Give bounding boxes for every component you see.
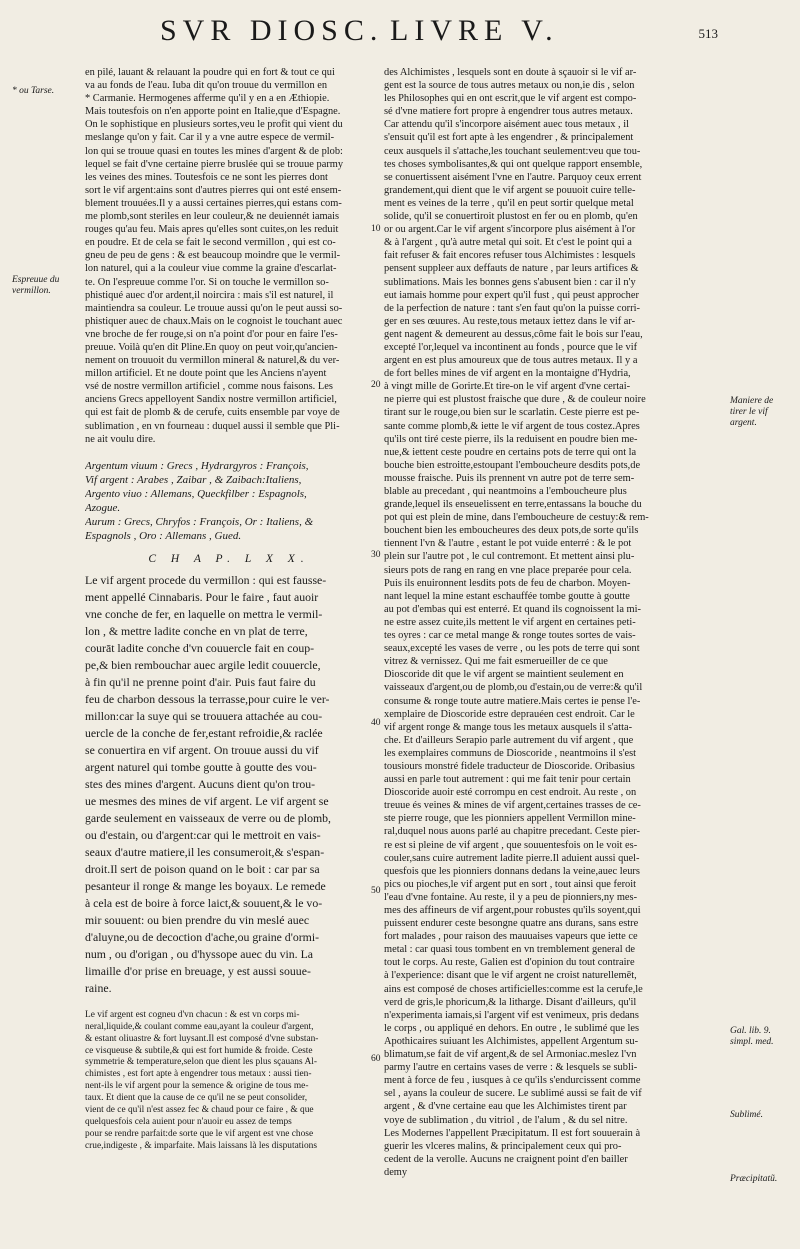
text-line: gent nagent & demeurent au dessus,côme fait le bois sur l'eau, [384, 328, 643, 340]
margin-note-praecipitatum: Præcipitatũ. [730, 1174, 778, 1184]
text-line: fait refuser & fait encores refuser tous Alchimistes : lesquels [384, 250, 636, 262]
text-line: ste pierre rouge, que les pionniers appellent Vermillon mine- [384, 813, 636, 825]
text-line: Le vif argent procede du vermillon : qui est fausse- [85, 572, 327, 587]
text-line: re est si pleine de vif argent , que souuentesfois on le voit es- [384, 839, 638, 851]
line-number: 40 [371, 718, 381, 728]
text-line: solide, qu'il se conuertiroit plustost en fer ou en plomb, qu'en [384, 211, 638, 223]
text-line: ue mesmes des mines de vif argent. Le vif argent se [85, 793, 329, 808]
text-line: sublimation , en vn fourneau : duquel aussi il semble que Pli- [85, 420, 340, 432]
text-line: tes choses symbolisantes,& qui ont quelque rapport ensemble, [384, 158, 643, 170]
text-line: or ou argent.Car le vif argent s'incorpore plus aisément à l'or [384, 224, 636, 236]
text-line: treuue és veines & mines de vif argent,certaines trasses de ce- [384, 800, 641, 812]
text-line: ment à force de feu , iusques à ce qu'ils s'endurcissent comme [384, 1075, 641, 1087]
text-line: stes des mines d'argent. Aucuns dient qu'on trou- [85, 776, 316, 791]
text-line: blement trouuées.Il y a aussi certaines pierres,qui estans com- [85, 197, 342, 209]
line-number: 30 [371, 550, 381, 560]
text-line: demy [384, 1166, 408, 1178]
text-line: droit.Il sert de poison quand on le boit : car par sa [85, 861, 320, 876]
text-line: Azogue. [85, 501, 121, 514]
text-line: nue,& iettent ceste poudre en certains pots de terre qui ont la [384, 446, 637, 458]
paragraph-chapter-text [85, 572, 373, 997]
text-line: argent en est plus amoureux que de tous autres metaux. Il y a [384, 355, 638, 367]
text-line: bouchent bien les emboucheures des deux pots,de sorte qu'ils [384, 525, 639, 537]
text-line: vitrez & vernissez. Qui me fait esmerueiller de ce que [384, 656, 608, 668]
text-line: lon naturel, qui a la couleur viue comme la graine d'escarlat- [85, 263, 337, 275]
text-line: au pot d'embas qui est enterré. Et quand ils cognoissent la mi- [384, 603, 641, 615]
running-head [70, 14, 730, 50]
text-line: che. Et d'ailleurs Serapio parle autrement du vif argent , que [384, 734, 634, 746]
text-line: ne estre assez cuite,ils mettent le vif argent en certaines peti- [384, 616, 636, 628]
text-line: en poudre. Et de cela se fait le second vermillon , qui est co- [85, 237, 336, 249]
text-line: ment es veines de la terre , qu'il en peut sortir quelque metal [384, 197, 634, 209]
text-line: l'eau d'vne fontaine. Au reste, il y a peu de pionniers,ny mes- [384, 891, 638, 903]
text-line: fort malades , pour raison des mauuaises vapeurs que iette ce [384, 931, 638, 943]
text-line: On le sophistique en plusieurs sortes,veu le profit qui vient du [85, 119, 343, 131]
text-line: pot qui est plein de mine, dans l'emboucheure de cestuy:& rem- [384, 512, 649, 524]
text-line: à fin qu'il ne prenne point d'air. Puis faut faire du [85, 674, 316, 689]
text-line: millon:car la suye qui se trouuera attachée au cou- [85, 708, 323, 723]
line-number: 20 [371, 380, 381, 390]
text-line: pensent suppleer aux deffauts de nature , par leurs artifices & [384, 263, 639, 275]
text-line: ou d'estain, ou d'argent:car qui le mettroit en vais- [85, 827, 321, 842]
text-line: sel , ayans la couleur de sucere. Le sublimé aussi se fait de vif [384, 1088, 642, 1100]
paragraph-commentary [85, 1010, 373, 1153]
text-line: ains est composé de choses artificielles:comme est la cerufe,le [384, 983, 643, 995]
text-line: n'experimenta iamais,si l'argent vif est venimeux, pris dedans [384, 1009, 639, 1021]
text-line: Apothicaires suiuant les Alchimistes, appellent Argentum su- [384, 1035, 639, 1047]
margin-note-galien: Gal. lib. 9. simpl. med. [730, 1026, 774, 1047]
paragraph-vermillon [85, 66, 373, 446]
text-line: blable au precedant , qui neantmoins a l'emboucheure plus [384, 486, 627, 497]
margin-note-maniere: Maniere de tirer le vif argent. [730, 396, 774, 428]
text-line: preuue. Voilà qu'en dit Pline.En quoy on peut voir,qu'ancien- [85, 341, 338, 353]
text-line: bouche bien estroitte,estoupant l'emboucheure desdits pots,de [384, 459, 641, 471]
margin-note-sublime: Sublimé. [730, 1110, 763, 1120]
text-line: num , ou d'origan , ou d'hyssope auec du vin. La [85, 946, 314, 961]
text-line: mes des affineurs de vif argent,pour robustes qu'ils soyent,qui [384, 905, 641, 916]
text-line: qu'ils ont tiré ceste pierre, ils la reduisent en poudre bien me- [384, 433, 638, 445]
text-line: pour se rendre parfait:de sorte que le vif argent est vne chose [85, 1128, 314, 1139]
text-line: meslange qu'on y fait. Car il y a vne autre espece de vermil- [85, 132, 335, 144]
text-line: ment appellé Cinnabaris. Pour le faire , faut auoir [85, 589, 319, 604]
text-line: Les Modernes l'appellent Præcipitatum. Il est fort souuerain à [384, 1127, 641, 1139]
text-line: nent-ils le vif argent pour la semence & origine de tous me- [85, 1081, 309, 1092]
text-line: symmetrie & temperature,selon que dient les plus sçauans Al- [85, 1057, 317, 1068]
text-line: vne conche de fer, en laquelle on mettra le vermil- [85, 606, 323, 621]
text-line: grande,lequel ils enseuelissent en terre,entassans la bouche du [384, 499, 642, 511]
text-line: crue,indigeste , & imparfaite. Mais laissans là les disputations [85, 1140, 317, 1151]
text-line: pesanteur il ronge & mange les boyaux. Le remede [85, 878, 326, 893]
text-line: phistiquer auec de chaux.Mais on le cognoist le touchant auec [85, 315, 343, 327]
text-line: & estant oliuastre & fort luysant.Il est composé d'vne substan- [85, 1033, 319, 1044]
text-line: à vingt mille de Gorirte.Et tire-on le vif argent d'vne certai- [384, 381, 631, 393]
text-line: Espagnols , Oro : Allemans , Gued. [85, 529, 242, 542]
text-line: Dioscoride auoir esté corrompu en cest endroit. Au reste , on [384, 787, 637, 799]
header-right-title: LIVRE V. [390, 14, 559, 47]
text-line: les Philosophes qui en ont escrit,que le vif argent est compo- [384, 93, 637, 105]
margin-note-tarse: * ou Tarse. [12, 86, 55, 96]
text-line: consume & ronge toute autre matiere.Mais certes ie pense l'e- [384, 695, 641, 707]
text-line: va au fonds de l'eau. Iuba dit qu'on trouue du vermillon en [85, 80, 328, 92]
text-line: vif argent ronge & mange tous les metaux ausquels il s'atta- [384, 721, 633, 733]
text-line: gneu de peu de gens : & est beaucoup moindre que le vermil- [85, 250, 341, 262]
text-line: * Carmanie. Hermogenes afferme qu'il y en a en Æthiopie. [85, 93, 330, 105]
text-line: limaille d'or prise en breuage, y est aussi souue- [85, 963, 311, 978]
text-line: xemplaire de Dioscoride estre deprauéen cest endroit. Car le [384, 708, 635, 720]
text-line: qui est fait de plomb & de cerufe, cuits ensemble par voye de [85, 407, 340, 419]
text-line: tout le corps. Au reste, Galien est d'opinion du tout contraire [384, 957, 635, 969]
text-line: voye de sublimation , du vitriol , de l'alum , & du sel nitre. [384, 1114, 628, 1126]
text-line: eut iamais homme pour expert qu'il fust , qui peust approcher [384, 289, 639, 301]
text-line: plein sur l'autre pot , le cul contremont. Et mettent ainsi plu- [384, 551, 635, 563]
text-line: cedent de la verolle. Aucuns ne craignent point d'en bailler [384, 1153, 628, 1165]
text-line: d'aluyne,ou de decoction d'ache,ou graine d'ormi- [85, 929, 320, 944]
text-line: mir souuent: ou bien prendre du vin meslé auec [85, 912, 310, 927]
text-line: parmy l'autre en certains vases de verre : & lesquels se subli- [384, 1062, 638, 1074]
text-line: sublimations. Mais les bonnes gens s'abusent bien : car il n'y [384, 276, 636, 288]
text-line: sé d'vne matiere fort propre à engendrer tous autres metaux. [384, 106, 633, 118]
text-line: guerir les vlceres malins, & principalement ceux qui pro- [384, 1140, 622, 1152]
text-line: Le vif argent est cogneu d'vn chacun : & est vn corps mi- [85, 1009, 300, 1020]
text-line: sante comme plomb,& iette le vif argent de tous costez.Apres [384, 420, 640, 432]
text-line: puissent endurer ceste besongne quatre ans durans, sans estre [384, 918, 639, 930]
text-line: Aurum : Grecs, Chryfos : François, Or : Italiens, & [85, 515, 314, 528]
line-number: 50 [371, 886, 381, 896]
page-number: 513 [698, 26, 718, 41]
text-line: gent est la source de tous autres metaux ou non,ie dis , selon [384, 80, 635, 92]
line-number: 10 [371, 224, 381, 234]
text-line: pics ou pioches,le vif argent put en sort , tout ainsi que feroit [384, 878, 637, 890]
text-line: vaisseaux d'argent,ou de plomb,ou d'estain,ou de verre:& qu'il [384, 682, 643, 694]
text-line: Car attendu qu'il s'incorpore aisément auec tous metaux , il [384, 119, 629, 131]
text-line: vne broche de fer rouge,si on n'a point d'or pour en faire l'es- [85, 328, 338, 340]
text-line: ceux ausquels il s'attache,les touchant seulement:veu que tou- [384, 145, 641, 157]
text-line: les veines des mines. Toutesfois ce ne sont les pierres dont [85, 171, 328, 183]
synonyms-block [85, 459, 373, 543]
text-line: Vif argent : Arabes , Zaibar , & Zaibach:Italiens, [85, 473, 302, 486]
chapter-heading: C H A P. L X X. [148, 552, 310, 565]
header-left-title: SVR DIOSC. [160, 14, 384, 47]
text-line: à l'experience: disant que le vif argent ne croist naturellemēt, [384, 970, 637, 982]
paragraph-commentary-continued [384, 66, 720, 1179]
text-line: uercle de la conche de fer,estant refroidie,& raclée [85, 725, 323, 740]
text-line: tirant sur le rouge,ou bien sur le scarlatin. Ceste pierre est pe- [384, 407, 640, 419]
text-line: taux. Et dient que la cause de ce qu'il ne se peut consolider, [85, 1093, 308, 1104]
text-line: courāt ladite conche d'vn couuercle fait en coup- [85, 640, 315, 655]
text-line: phistiqué auec d'or ardent,il noircira : mais s'il est naturel, il [85, 289, 334, 301]
text-line: tousiours monstré fidele traducteur de Dioscoride. Oribasius [384, 760, 635, 772]
text-line: quelquesfois cela auient pour n'auoir eu assez de temps [85, 1116, 292, 1127]
text-line: blimatum,se fait de vif argent,& de sel Armoniac.meslez l'vn [384, 1049, 637, 1061]
text-line: couler,sans cuire autrement ladite pierre.Il aduient aussi quel- [384, 852, 640, 864]
text-line: nant lequel la mine estant eschauffée tombe goutte à goutte [384, 590, 630, 602]
text-line: neral,liquide,& coulant comme eau,ayant la couleur d'argent, [85, 1021, 314, 1032]
text-line: seaux,excepté les vases de verre , ou les pots de terre qui sont [384, 643, 640, 655]
text-line: tes oyres : car ce metal mange & ronge toutes sortes de vais- [384, 630, 636, 642]
text-line: ne pierre qui est plustost fraische que dure , & de couleur noire [384, 394, 646, 406]
text-line: te. On l'espreuue comme l'or. Si on touche le vermillon so- [85, 276, 329, 288]
text-line: sort le vif argent:ains sont d'autres pierres qui ont esté ensem- [85, 184, 342, 196]
text-line: excepté l'or,lequel va incontinent au fonds , pource que le vif [384, 341, 638, 353]
text-line: Dioscoride dit que le vif argent se maintient seulement en [384, 669, 624, 681]
text-line: à cela est de boire à force laict,& souuent,& le vo- [85, 895, 323, 910]
text-line: de fort belles mines de vif argent en la montaigne d'Hydria, [384, 368, 631, 380]
text-line: argent , & d'vne certaine eau que les Alchimistes tirent par [384, 1101, 627, 1113]
text-line: chimistes , est fort apte à engendrer tous metaux : aussi tien- [85, 1069, 312, 1080]
text-line: raine. [85, 980, 112, 995]
text-line: mousse fraische. Puis ils prennent vn autre pot de terre sem- [384, 472, 635, 484]
text-line: nement on trouuoit du vermillon mineral & naturel,& du ver- [85, 355, 340, 367]
text-line: grandement,qui dient que le vif argent se pouuoit cuire telle- [384, 184, 636, 196]
text-line: de la perfection de nature : tant s'en faut qu'on la puisse corri- [384, 302, 640, 314]
line-number: 60 [371, 1054, 381, 1064]
text-line: le corps , ou appliqué en dehors. En outre , le sublimé que les [384, 1022, 640, 1034]
text-line: ral,duquel nous auons parlé au chapitre precedant. Ceste pier- [384, 826, 640, 838]
text-line: des Alchimistes , lesquels sont en doute à sçauoir si le vif ar- [384, 67, 637, 78]
text-line: se conuertissent aisément l'vne en l'autre. Parquoy ceux errent [384, 171, 642, 183]
text-line: les exemplaires communs de Dioscoride , neantmoins il s'est [384, 747, 637, 759]
text-line: verd de gris,le phoricum,& la litharge. Disant d'ailleurs, qu'il [384, 996, 637, 1008]
text-line: Puis ils enuironnent lesdits pots de feu de charbon. Moyen- [384, 577, 631, 589]
left-column [85, 66, 373, 1153]
text-line: ce visqueuse & subtile,& qui est fort humide & froide. Ceste [85, 1045, 313, 1056]
text-line: me plomb,sont steriles en leur couleur,& ne deuiennét iamais [85, 211, 340, 223]
text-line: lequel se fait d'vne certaine pierre bruslée qui se trouue parmy [85, 158, 344, 170]
text-line: sieurs pots de rang en rang en vne place preparée pour cela. [384, 564, 632, 576]
text-line: anciens Grecs appelloyent Sandix nostre vermillon artificiel, [85, 394, 337, 406]
text-line: pe,& bien rembouchar auec argile ledit couuercle, [85, 657, 321, 672]
text-line: ger en ses œuures. Au reste,tous metaux iettez dans le vif ar- [384, 315, 636, 327]
text-line: se conuertira en vif argent. On trouue aussi du vif [85, 742, 319, 757]
text-line: vsé de nostre vermillon artificiel , comme nous faisons. Les [85, 381, 333, 393]
right-column [384, 66, 720, 1179]
margin-note-espreuue: Espreuue du vermillon. [12, 275, 60, 296]
text-line: garde seulement en vaisseaux de verre ou de plomb, [85, 810, 332, 825]
text-line: Mais toutesfois on n'en apporte point en Italie,que d'Espagne. [85, 106, 341, 118]
text-line: & à l'argent , qu'à autre metal qui soit. Et c'est le point qui a [384, 237, 632, 249]
text-line: quesfois que les pionniers donnans dedans la veine,auec leurs [384, 865, 640, 877]
text-line: metal : car quasi tous tombent en vn tremblement general de [384, 944, 636, 956]
text-line: rouges qu'au feu. Mais apres qu'elles sont cuites,on les reduit [85, 224, 339, 236]
text-line: en pilé, lauant & relauant la poudre qui en fort & tout ce qui [85, 67, 335, 78]
text-line: lon , & mettre ladite conche en vn plat de terre, [85, 623, 308, 638]
text-line: ne ait voulu dire. [85, 433, 156, 445]
text-line: s'ensuit qu'il est fort apte à les engendrer , & principalement [384, 132, 634, 144]
text-line: aussi en parle tout autrement : qui me fait tenir pour certain [384, 774, 631, 786]
text-line: argent naturel qui tombe goutte à goutte des vou- [85, 759, 317, 774]
text-line: Argento viuo : Allemans, Queckfilber : Espagnols, [85, 487, 307, 500]
text-line: vient de ce qu'il n'est assez fec & chaud pour ce faire , & que [85, 1105, 314, 1116]
text-line: seaux d'autre matiere,il les consumeroit,& s'espan- [85, 844, 325, 859]
text-line: tiennent l'vn & l'autre , estant le pot vuide enterré : & le pot [384, 538, 632, 550]
text-line: Argentum viuum : Grecs , Hydrargyros : François, [85, 459, 309, 472]
text-line: feu de charbon dessous la terrasse,pour cuire le ver- [85, 691, 330, 706]
text-line: lon qui se trouue quasi en toutes les mines d'argent & de plob: [85, 145, 343, 157]
text-line: millon artificiel. Et ne doute point que les Anciens n'ayent [85, 368, 327, 380]
text-line: maintiendra sa couleur. Le trouue aussi qu'on le peut aussi so- [85, 302, 343, 314]
